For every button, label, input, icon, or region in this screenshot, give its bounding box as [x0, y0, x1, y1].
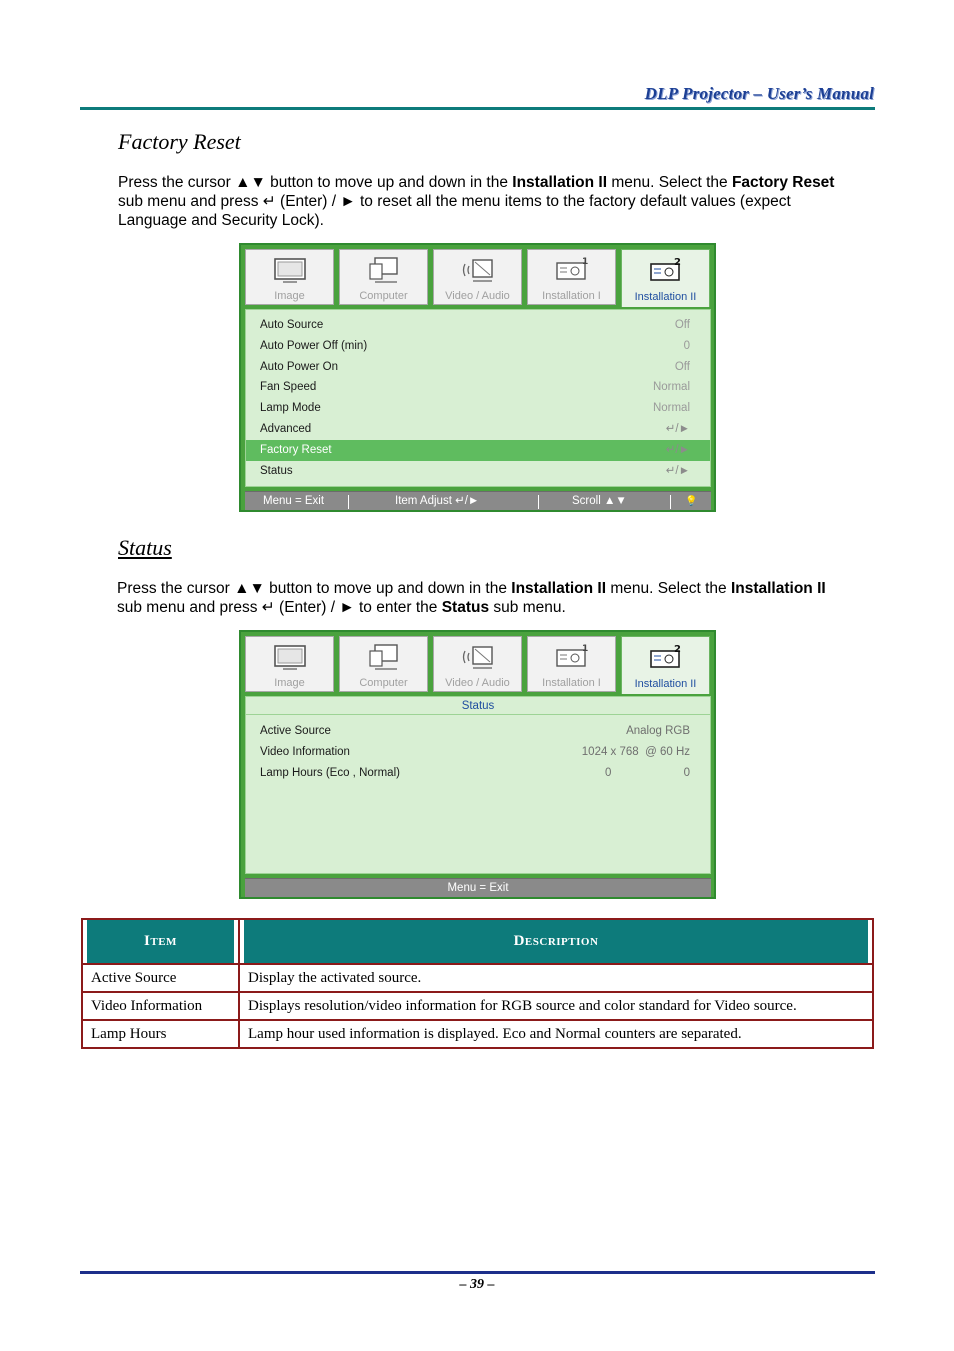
menu-item-value: Off [674, 360, 690, 373]
status-label: Active Source [260, 725, 331, 737]
item-cell: Lamp Hours [82, 1020, 239, 1048]
status-label: Video Information [260, 746, 350, 758]
menu-item-label: Auto Source [260, 319, 324, 331]
footer-scroll: Scroll ▲▼ [572, 495, 627, 507]
menu-item-value: Normal [652, 381, 690, 394]
installation-i-tab-icon [555, 643, 589, 671]
column-header-item: Item [82, 919, 239, 964]
menu-item-value: Off [674, 319, 690, 331]
status-heading: Status [118, 535, 172, 560]
menu-item-label: Advanced [260, 423, 312, 435]
help-bulb-icon: 💡 [685, 496, 698, 507]
computer-tab-icon [367, 256, 401, 284]
menu-item-lamp-mode[interactable] [246, 398, 710, 419]
tab-image[interactable] [245, 249, 334, 305]
status-submenu-title: Status [246, 697, 710, 715]
tab-installation-i[interactable] [527, 249, 616, 305]
item-cell: Video Information [82, 992, 239, 1020]
status-paragraph: Press the cursor ▲▼ button to move up and down in the Installation II menu. Select the Installation II sub menu and press ↵ (Enter) / ► to enter the Status sub menu. [117, 580, 826, 616]
video-audio-tab-icon [461, 643, 495, 671]
menu-item-value: ↵/► [665, 423, 690, 435]
svg-text:1: 1 [582, 644, 589, 654]
installation-ii-tab-icon [649, 643, 683, 671]
description-cell: Lamp hour used information is displayed. Eco and Normal counters are separated. [239, 1020, 873, 1048]
svg-text:1: 1 [582, 257, 589, 267]
menu-item-label: Auto Power On [260, 360, 338, 373]
tab-image[interactable] [245, 636, 334, 692]
menu-item-value: ↵/► [665, 464, 690, 477]
osd-footer [245, 878, 711, 897]
tab-installation-ii[interactable] [621, 636, 710, 694]
factory-reset-heading: Factory Reset [118, 129, 241, 154]
image-tab-icon [273, 643, 307, 671]
menu-item-advanced[interactable] [246, 419, 710, 440]
description-cell: Display the activated source. [239, 964, 873, 992]
menu-item-label: Factory Reset [260, 443, 332, 456]
computer-tab-icon [367, 643, 401, 671]
footer-rule [80, 1271, 875, 1274]
osd-status-menu [239, 630, 716, 899]
osd-installation-ii-menu [239, 243, 716, 512]
lamp-hours-eco-value: 0 [605, 767, 612, 779]
video-audio-tab-icon [461, 256, 495, 284]
page-number: – 39 – [459, 1277, 495, 1292]
status-body [245, 696, 711, 874]
menu-item-label: Auto Power Off (min) [260, 339, 368, 352]
tab-label: Image [274, 290, 305, 302]
menu-item-fan-speed[interactable] [246, 377, 710, 398]
footer-menu-exit: Menu = Exit [263, 495, 325, 507]
footer-item-adjust: Item Adjust ↵/► [395, 495, 480, 507]
menu-item-factory-reset[interactable] [246, 440, 710, 461]
menu-item-value: Normal [652, 402, 690, 415]
menu-item-auto-power-on[interactable] [246, 357, 710, 378]
tab-video-audio[interactable] [433, 249, 522, 305]
table-row [82, 964, 873, 992]
tab-label: Installation I [542, 677, 601, 689]
column-header-description: Description [239, 919, 873, 964]
manual-title: DLP Projector – User’s Manual [644, 84, 874, 103]
lamp-hours-normal-value: 0 [683, 767, 690, 779]
osd-tab-bar [245, 249, 711, 305]
status-label: Lamp Hours (Eco , Normal) [260, 767, 400, 779]
menu-item-label: Fan Speed [260, 381, 317, 394]
tab-computer[interactable] [339, 249, 428, 305]
footer-separator [538, 495, 539, 509]
status-description-table [81, 918, 874, 1049]
tab-label: Computer [359, 290, 408, 302]
tab-installation-ii[interactable] [621, 249, 710, 307]
installation-ii-tab-icon [649, 256, 683, 284]
factory-reset-paragraph: Press the cursor ▲▼ button to move up and down in the Installation II menu. Select the Factory Reset sub menu and press ↵ (Enter) / ► to reset all the menu items to the factory default values (expect Language and Security Lock). [118, 174, 835, 229]
status-row-active-source [246, 721, 710, 742]
status-row-video-information [246, 742, 710, 763]
footer-separator [348, 495, 349, 509]
tab-installation-i[interactable] [527, 636, 616, 692]
osd-footer [245, 491, 711, 510]
tab-label: Video / Audio [445, 290, 510, 302]
footer-separator [670, 495, 671, 509]
menu-item-value: 0 [683, 339, 690, 352]
svg-text:2: 2 [674, 644, 681, 655]
menu-item-label: Lamp Mode [260, 402, 321, 415]
footer-menu-exit: Menu = Exit [447, 882, 509, 894]
item-cell: Active Source [82, 964, 239, 992]
tab-label: Installation II [634, 291, 697, 303]
osd-tab-bar [245, 636, 711, 692]
svg-text:2: 2 [674, 257, 681, 268]
table-row [82, 1020, 873, 1048]
osd-menu-body [245, 309, 711, 487]
tab-video-audio[interactable] [433, 636, 522, 692]
tab-computer[interactable] [339, 636, 428, 692]
header-rule [80, 107, 875, 110]
tab-label: Installation II [634, 678, 697, 690]
image-tab-icon [273, 256, 307, 284]
installation-i-tab-icon [555, 256, 589, 284]
description-cell: Displays resolution/video information for RGB source and color standard for Video source. [239, 992, 873, 1020]
status-row-lamp-hours [246, 763, 710, 784]
menu-item-label: Status [260, 464, 293, 477]
menu-item-auto-source[interactable] [246, 315, 710, 336]
tab-label: Video / Audio [445, 677, 510, 689]
menu-item-status[interactable] [246, 461, 710, 482]
menu-item-value: ↵/► [665, 443, 690, 456]
tab-label: Installation I [542, 290, 601, 302]
status-value: 1024 x 768 @ 60 Hz [581, 746, 690, 758]
status-value: Analog RGB [626, 725, 690, 737]
tab-label: Computer [359, 677, 408, 689]
tab-label: Image [274, 677, 305, 689]
menu-item-auto-power-off-min[interactable] [246, 336, 710, 357]
table-row [82, 992, 873, 1020]
